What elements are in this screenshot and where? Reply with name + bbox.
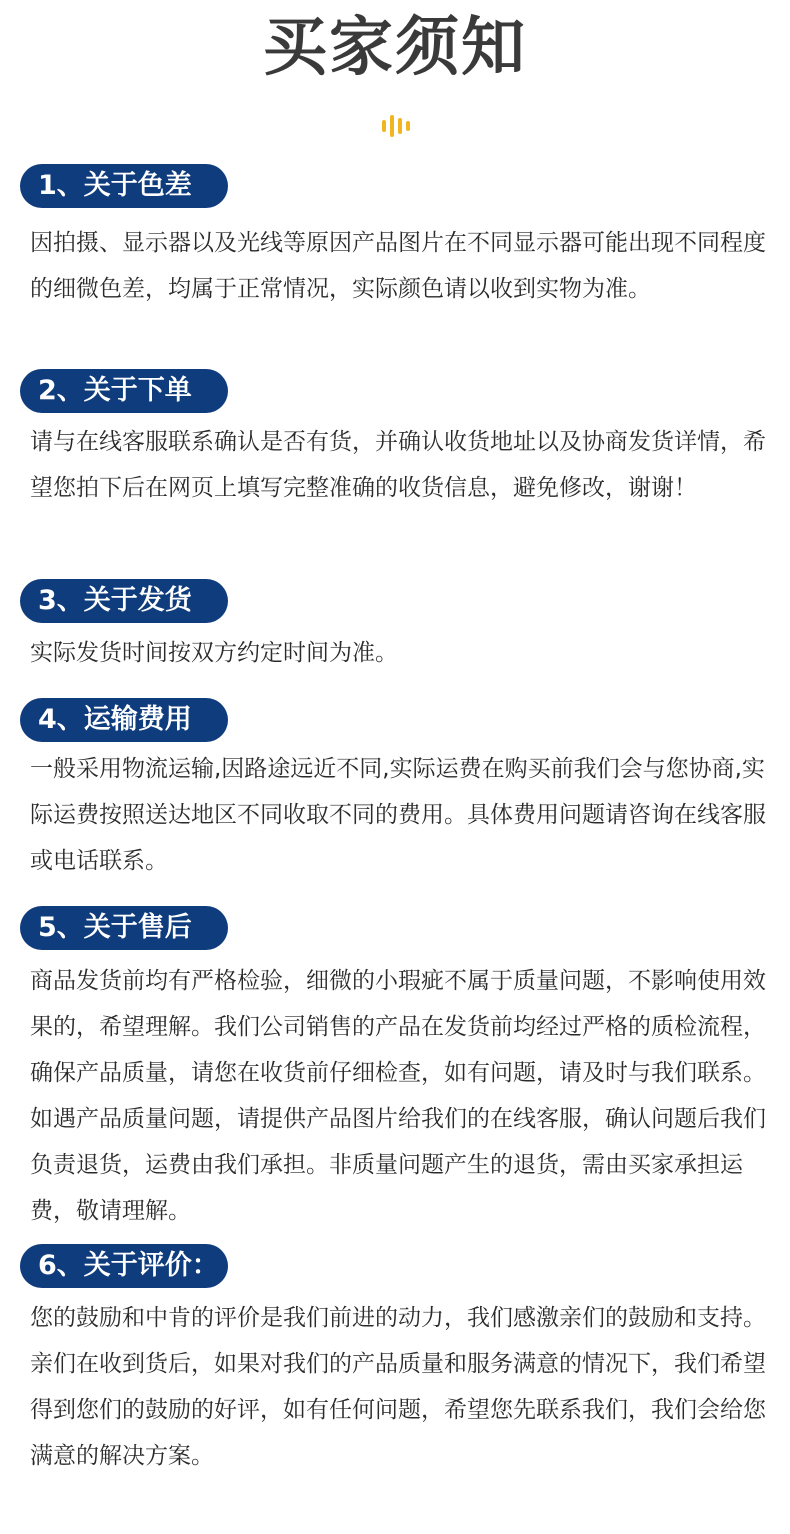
section-text: 实际发货时间按双方约定时间为准。	[30, 640, 398, 666]
section-heading: 6、关于评价：	[20, 1244, 228, 1288]
section-text: 一般采用物流运输,因路途远近不同,实际运费在购买前我们会与您协商,实际运费按照送达地区不同收取不同的费用。具体费用问题请咨询在线客服或电话联系。	[30, 756, 766, 874]
section-heading: 1、关于色差	[20, 164, 228, 208]
sound-bars-icon	[382, 114, 410, 138]
section-heading: 5、关于售后	[20, 906, 228, 950]
section-text: 因拍摄、显示器以及光线等原因产品图片在不同显示器可能出现不同程度的细微色差，均属于正常情况，实际颜色请以收到实物为准。	[30, 230, 766, 302]
section-heading: 4、运输费用	[20, 698, 228, 742]
section-text: 请与在线客服联系确认是否有货，并确认收货地址以及协商发货详情，希望您拍下后在网页上填写完整准确的收货信息，避免修改，谢谢！	[30, 429, 766, 501]
section-text: 商品发货前均有严格检验，细微的小瑕疵不属于质量问题，不影响使用效果的，希望理解。我们公司销售的产品在发货前均经过严格的质检流程，确保产品质量，请您在收货前仔细检查，如有问题，请及时与我们联系。如遇产品质量问题，请提供产品图片给我们的在线客服，确认问题后我们负责退货，运费由我们承担。非质量问题产生的退货，需由买家承担运费，敬请理解。	[30, 968, 766, 1224]
section-text: 您的鼓励和中肯的评价是我们前进的动力，我们感激亲们的鼓励和支持。亲们在收到货后，如果对我们的产品质量和服务满意的情况下，我们希望得到您们的鼓励的好评，如有任何问题，希望您先联系我们，我们会给您满意的解决方案。	[30, 1305, 766, 1469]
section-heading: 2、关于下单	[20, 369, 228, 413]
section-heading: 3、关于发货	[20, 579, 228, 623]
page-title: 买家须知	[263, 11, 527, 85]
